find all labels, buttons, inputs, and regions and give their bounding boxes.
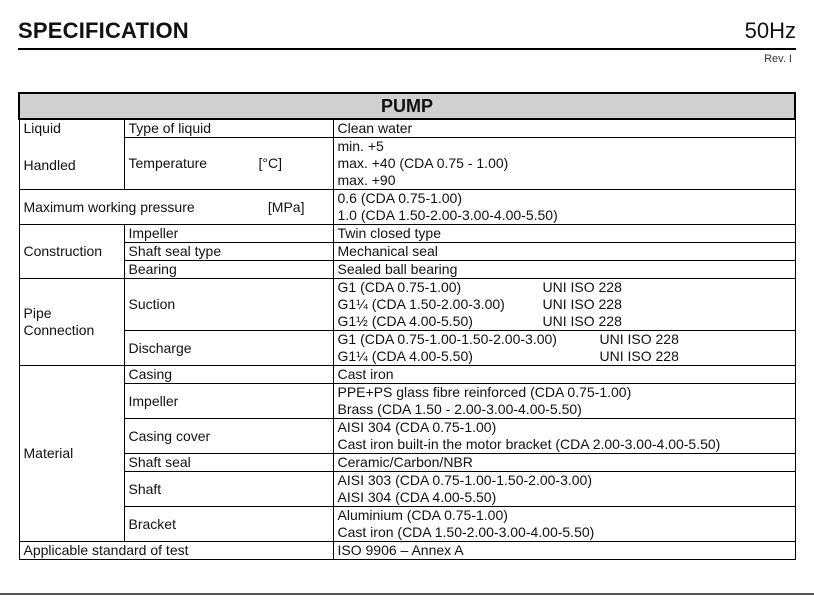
table-row	[19, 454, 795, 472]
material-impeller-values: PPE+PS glass fibre reinforced (CDA 0.75-1.00) Brass (CDA 1.50 - 2.00-3.00-4.00-5.50)	[333, 384, 795, 419]
suction-values: G1 (CDA 0.75-1.00) UNI ISO 228 G1¼ (CDA 1.50-2.00-3.00) UNI ISO 228 G1½ (CDA 4.00-5.50) UNI ISO 228	[333, 279, 795, 331]
max-pressure-label: Maximum working pressure [MPa]	[19, 190, 333, 225]
pressure-unit: [MPa]	[267, 198, 305, 215]
bottom-divider	[0, 593, 814, 595]
shaft-seal-value: Ceramic/Carbon/NBR	[333, 454, 795, 472]
shaft-label: Shaft	[124, 472, 333, 507]
table-row	[19, 419, 795, 454]
shaft-seal-type-label: Shaft seal type	[124, 243, 333, 261]
revision-label: Rev. I	[764, 53, 792, 65]
table-row	[19, 507, 795, 542]
construction-impeller-value: Twin closed type	[333, 225, 795, 243]
casing-label: Casing	[124, 366, 333, 384]
type-of-liquid-value: Clean water	[333, 119, 795, 138]
discharge-label: Discharge	[124, 331, 333, 366]
table-row	[19, 243, 795, 261]
table-row	[19, 472, 795, 507]
table-row	[19, 190, 795, 225]
shaft-values: AISI 303 (CDA 0.75-1.00-1.50-2.00-3.00) AISI 304 (CDA 4.00-5.50)	[333, 472, 795, 507]
temperature-label: Temperature [°C]	[124, 138, 333, 190]
casing-value: Cast iron	[333, 366, 795, 384]
casing-cover-label: Casing cover	[124, 419, 333, 454]
frequency-label: 50Hz	[744, 18, 796, 43]
bearing-label: Bearing	[124, 261, 333, 279]
table-row	[19, 225, 795, 243]
table-row	[19, 384, 795, 419]
suction-label: Suction	[124, 279, 333, 331]
table-row	[19, 279, 795, 331]
table-row	[19, 331, 795, 366]
table-row	[19, 138, 795, 190]
bearing-value: Sealed ball bearing	[333, 261, 795, 279]
max-pressure-values: 0.6 (CDA 0.75-1.00) 1.0 (CDA 1.50-2.00-3.00-4.00-5.50)	[333, 190, 795, 225]
liquid-group-label: Liquid Handled	[19, 119, 124, 190]
table-row	[19, 366, 795, 384]
construction-impeller-label: Impeller	[124, 225, 333, 243]
temperature-unit: [°C]	[258, 155, 282, 171]
document-title: SPECIFICATION	[18, 18, 189, 43]
table-row	[19, 542, 795, 560]
applicable-standard-value: ISO 9906 – Annex A	[333, 542, 795, 560]
material-impeller-label: Impeller	[124, 384, 333, 419]
type-of-liquid-label: Type of liquid	[124, 119, 333, 138]
table-title-row	[19, 93, 795, 119]
material-group-label: Material	[19, 366, 124, 542]
casing-cover-values: AISI 304 (CDA 0.75-1.00) Cast iron built-in the motor bracket (CDA 2.00-3.00-4.00-5.50)	[333, 419, 795, 454]
discharge-values: G1 (CDA 0.75-1.00-1.50-2.00-3.00) UNI ISO 228 G1¼ (CDA 4.00-5.50) UNI ISO 228	[333, 331, 795, 366]
pipe-connection-group-label: Pipe Connection	[19, 279, 124, 366]
temperature-values: min. +5 max. +40 (CDA 0.75 - 1.00) max. +90	[333, 138, 795, 190]
construction-group-label: Construction	[19, 225, 124, 279]
shaft-seal-type-value: Mechanical seal	[333, 243, 795, 261]
table-row	[19, 119, 795, 138]
bracket-label: Bracket	[124, 507, 333, 542]
table-title: PUMP	[19, 93, 795, 119]
shaft-seal-label: Shaft seal	[124, 454, 333, 472]
page-header	[18, 18, 796, 50]
applicable-standard-label: Applicable standard of test	[19, 542, 333, 560]
pump-spec-table	[18, 92, 796, 560]
bracket-values: Aluminium (CDA 0.75-1.00) Cast iron (CDA 1.50-2.00-3.00-4.00-5.50)	[333, 507, 795, 542]
table-row	[19, 261, 795, 279]
